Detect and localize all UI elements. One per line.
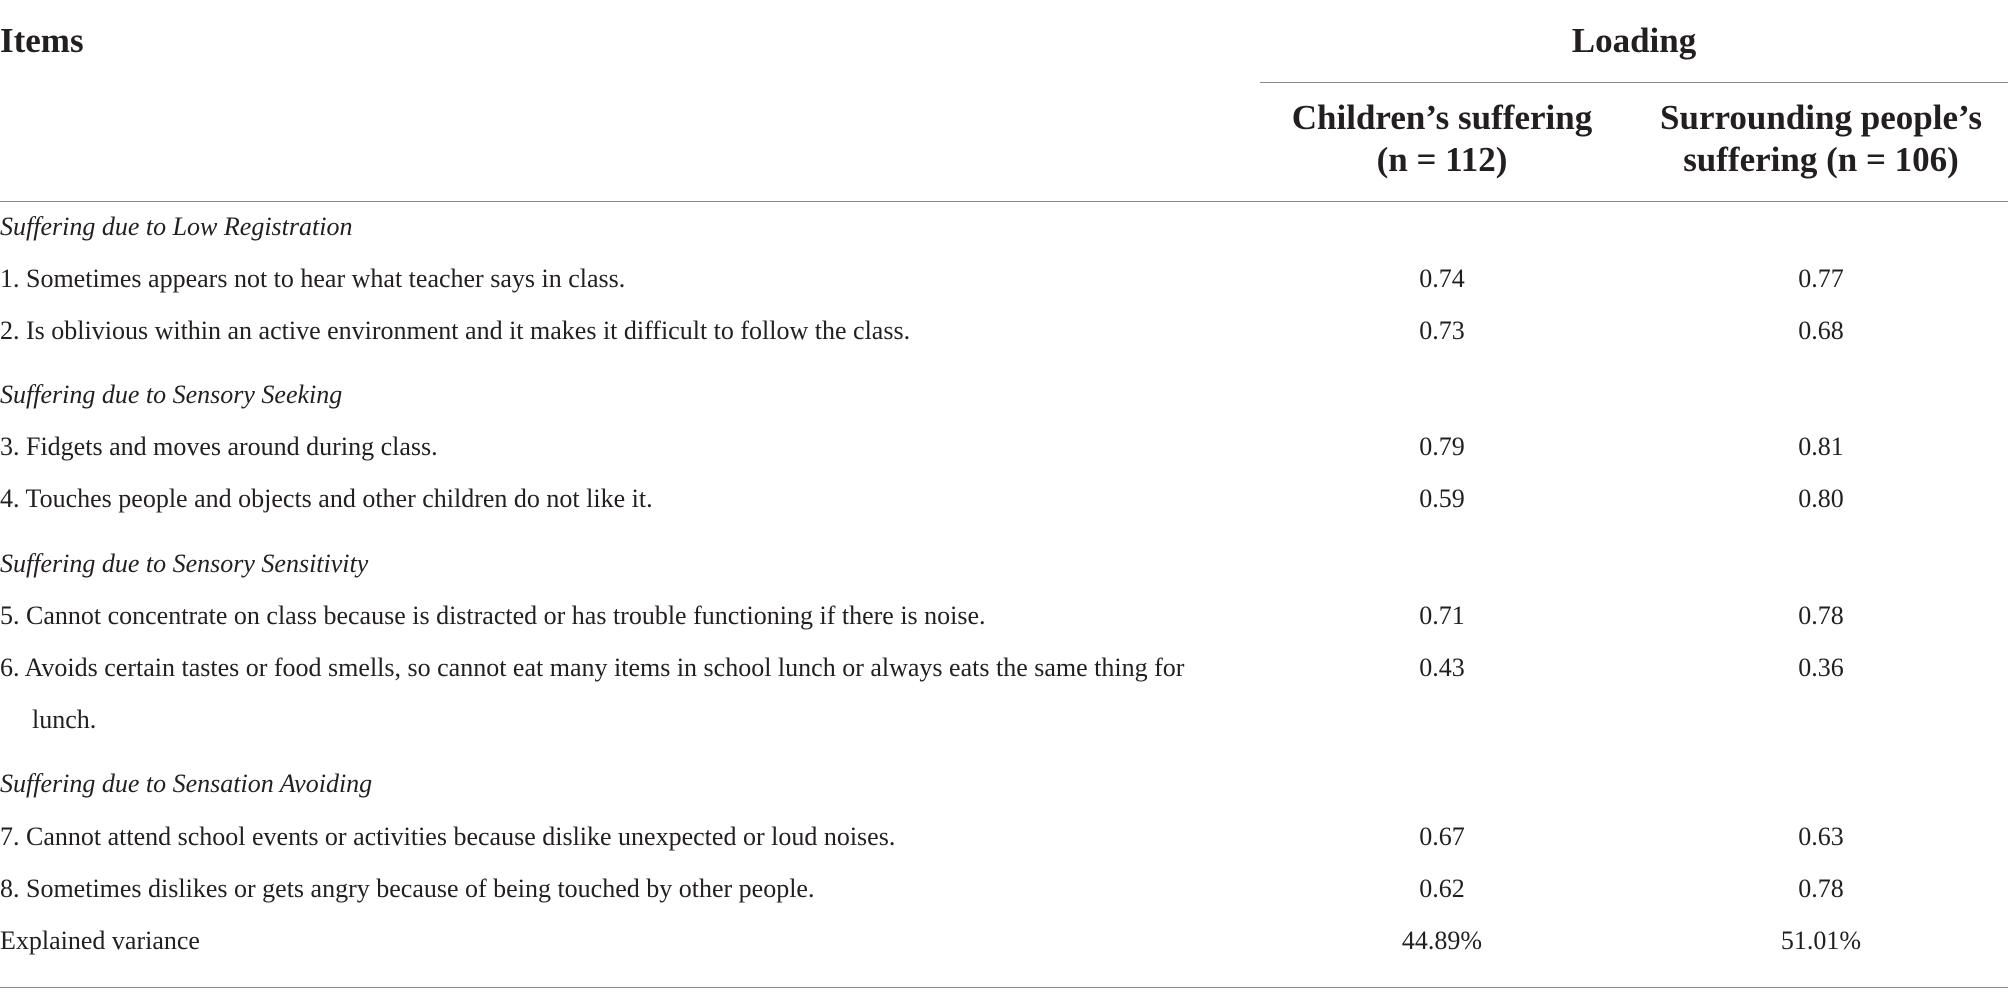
children-loading: 0.73 — [1419, 316, 1465, 345]
item-text: 3. Fidgets and moves around during class. — [0, 432, 438, 461]
item-text: 1. Sometimes appears not to hear what teacher says in class. — [0, 264, 626, 293]
children-loading: 0.71 — [1419, 601, 1465, 630]
item-text: 2. Is oblivious within an active environment and it makes it difficult to follow the class. — [0, 316, 911, 345]
item-text: 5. Cannot concentrate on class because is distracted or has trouble functioning if there is noise. — [0, 601, 986, 630]
item-text: 4. Touches people and objects and other children do not like it. — [0, 484, 653, 513]
item-text: 6. Avoids certain tastes or food smells, so cannot eat many items in school lunch or always eats the same thing for lunch. — [0, 653, 1185, 734]
item-text: 7. Cannot attend school events or activities because dislike unexpected or loud noises. — [0, 822, 896, 851]
children-variance: 44.89% — [1401, 926, 1483, 955]
header-loading: Loading — [1571, 21, 1697, 60]
surrounding-loading: 0.63 — [1798, 822, 1844, 851]
children-loading: 0.67 — [1419, 822, 1465, 851]
children-loading: 0.43 — [1419, 653, 1465, 682]
header-surrounding-suffering — [1634, 97, 2008, 181]
header-col1-line1: Children’s suffering — [1291, 98, 1593, 137]
item-text: 8. Sometimes dislikes or gets angry because of being touched by other people. — [0, 874, 815, 903]
header-col1-line2: (n = 112) — [1376, 140, 1508, 179]
surrounding-loading: 0.68 — [1798, 316, 1844, 345]
surrounding-loading: 0.78 — [1798, 601, 1844, 630]
children-loading: 0.59 — [1419, 484, 1465, 513]
surrounding-loading: 0.80 — [1798, 484, 1844, 513]
section-title: Suffering due to Sensation Avoiding — [0, 769, 373, 798]
section-title: Suffering due to Sensory Sensitivity — [0, 549, 369, 578]
header-childrens-suffering — [1262, 97, 1622, 181]
children-loading: 0.79 — [1419, 432, 1465, 461]
section-title: Suffering due to Low Registration — [0, 212, 353, 241]
children-loading: 0.74 — [1419, 264, 1465, 293]
bottom-rule — [0, 987, 2008, 988]
header-col2-line2: suffering (n = 106) — [1683, 140, 1959, 179]
header-col2-line1: Surrounding people’s — [1660, 98, 1982, 137]
loading-rule — [1260, 82, 2008, 83]
surrounding-loading: 0.78 — [1798, 874, 1844, 903]
header-items: Items — [0, 21, 84, 60]
surrounding-variance: 51.01% — [1780, 926, 1862, 955]
section-title: Suffering due to Sensory Seeking — [0, 380, 343, 409]
surrounding-loading: 0.77 — [1798, 264, 1844, 293]
surrounding-loading: 0.81 — [1798, 432, 1844, 461]
children-loading: 0.62 — [1419, 874, 1465, 903]
surrounding-loading: 0.36 — [1798, 653, 1844, 682]
explained-variance-label: Explained variance — [0, 926, 200, 955]
